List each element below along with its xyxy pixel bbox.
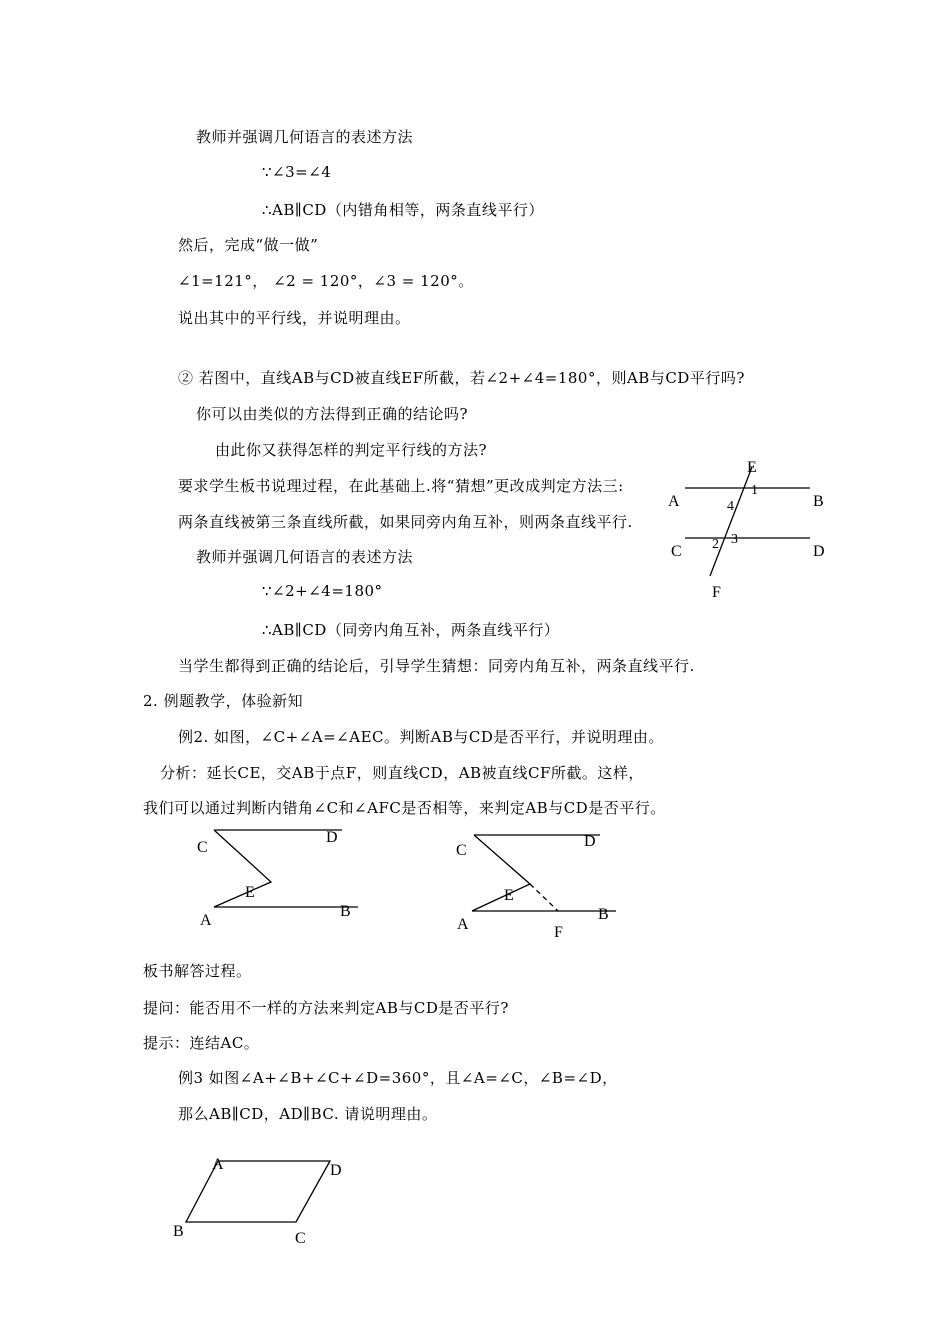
figure-parallelogram <box>170 1150 360 1250</box>
text-line-23: 例3 如图∠A+∠B+∠C+∠D=360°，且∠A=∠C，∠B=∠D， <box>178 1069 618 1087</box>
label-c: C <box>197 839 208 856</box>
text-line-8: 你可以由类似的方法得到正确的结论吗? <box>196 405 469 423</box>
text-line-2: ∵∠3=∠4 <box>262 163 332 181</box>
label-f: F <box>554 924 563 941</box>
label-d: D <box>813 543 825 560</box>
label-c: C <box>671 543 682 560</box>
label-a: A <box>200 912 212 929</box>
line-c-e-a <box>214 830 271 907</box>
text-line-14: ∴AB∥CD（同旁内角互补，两条直线平行） <box>262 621 560 639</box>
text-line-11: 两条直线被第三条直线所截，如果同旁内角互补，则两条直线平行. <box>178 513 633 531</box>
label-e: E <box>747 459 757 476</box>
text-line-10: 要求学生板书说理过程，在此基础上.将“猜想”更改成判定方法三: <box>178 477 624 495</box>
label-c: C <box>295 1230 306 1247</box>
line-c-e-a <box>472 835 530 911</box>
label-a: A <box>212 1156 224 1173</box>
label-d: D <box>326 829 338 846</box>
text-line-4: 然后，完成“做一做” <box>178 236 319 254</box>
label-b: B <box>340 903 351 920</box>
text-line-3: ∴AB∥CD（内错角相等，两条直线平行） <box>262 201 544 219</box>
label-a: A <box>457 916 469 933</box>
text-line-16: 2. 例题教学，体验新知 <box>143 692 304 710</box>
text-line-12: 教师并强调几何语言的表述方法 <box>196 548 414 566</box>
text-line-5: ∠1=121°， ∠2 = 120°，∠3 = 120°。 <box>178 272 474 290</box>
parallelogram-abcd <box>186 1161 330 1222</box>
label-c: C <box>456 842 467 859</box>
text-line-1: 教师并强调几何语言的表述方法 <box>196 128 414 146</box>
text-line-6: 说出其中的平行线，并说明理由。 <box>178 309 411 327</box>
text-line-13: ∵∠2+∠4=180° <box>262 582 383 600</box>
text-line-22: 提示：连结AC。 <box>143 1034 260 1052</box>
line-ef <box>710 467 752 576</box>
label-e: E <box>504 887 514 904</box>
label-b: B <box>173 1223 184 1240</box>
angle-2: 2 <box>712 537 719 552</box>
label-b: B <box>598 906 609 923</box>
label-f: F <box>712 584 721 601</box>
angle-4: 4 <box>727 499 734 514</box>
figure-example2-right <box>450 825 630 945</box>
text-line-18: 分析：延长CE，交AB于点F，则直线CD，AB被直线CF所截。这样， <box>160 764 644 782</box>
label-d: D <box>584 833 596 850</box>
figure-transversal <box>660 455 840 605</box>
text-line-19: 我们可以通过判断内错角∠C和∠AFC是否相等，来判定AB与CD是否平行。 <box>143 799 666 817</box>
figure-example2-left <box>190 822 370 932</box>
label-e: E <box>245 884 255 901</box>
text-line-24: 那么AB∥CD，AD∥BC. 请说明理由。 <box>178 1105 438 1123</box>
angle-1: 1 <box>751 483 758 498</box>
text-line-9: 由此你又获得怎样的判定平行线的方法? <box>215 441 488 459</box>
text-line-17: 例2. 如图，∠C+∠A=∠AEC。判断AB与CD是否平行，并说明理由。 <box>178 728 664 746</box>
text-line-15: 当学生都得到正确的结论后，引导学生猜想：同旁内角互补，两条直线平行. <box>178 657 695 675</box>
text-line-21: 提问：能否用不一样的方法来判定AB与CD是否平行? <box>143 999 509 1017</box>
line-ef-dashed <box>530 884 558 911</box>
text-line-20: 板书解答过程。 <box>143 962 252 980</box>
label-a: A <box>668 493 680 510</box>
label-b: B <box>813 493 824 510</box>
label-d: D <box>330 1162 342 1179</box>
angle-3: 3 <box>731 532 738 547</box>
text-line-7: ② 若图中，直线AB与CD被直线EF所截，若∠2+∠4=180°，则AB与CD平行吗? <box>178 369 745 387</box>
